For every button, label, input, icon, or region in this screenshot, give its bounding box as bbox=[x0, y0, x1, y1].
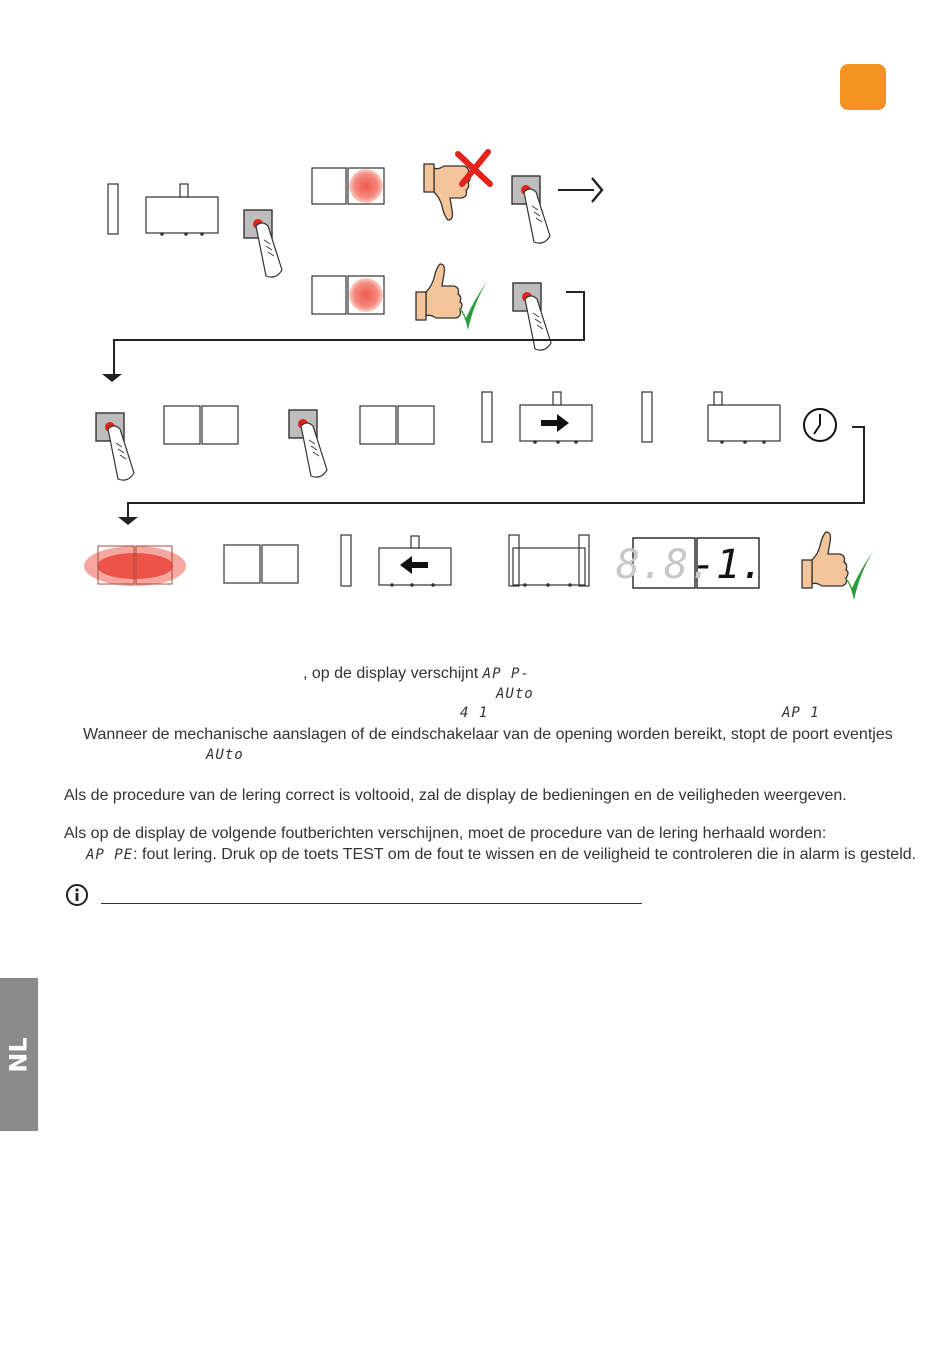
text-line-1: , op de display verschijnt AP P- bbox=[303, 665, 530, 682]
learning-procedure-diagram bbox=[0, 0, 950, 640]
code-auto-2: AUto bbox=[206, 747, 244, 763]
display-right-digits: -1. bbox=[691, 542, 765, 588]
info-divider bbox=[101, 903, 642, 904]
code-auto-1: AUto bbox=[496, 686, 534, 702]
code-ap1: AP 1 bbox=[782, 705, 820, 721]
paragraph-errors: Als op de display de volgende foutberichten verschijnen, moet de procedure van de lering herhaald worden: bbox=[64, 825, 827, 842]
error-code: AP PE bbox=[86, 847, 134, 863]
seven-segment-display bbox=[616, 538, 764, 588]
language-tab: NL bbox=[0, 978, 38, 1131]
text-line-4: Wanneer de mechanische aanslagen of de eindschakelaar van de opening worden bereikt, stopt de poort eventjes bbox=[83, 726, 893, 743]
display-left-digits: 8.8. bbox=[615, 542, 713, 588]
code-41: 4 1 bbox=[460, 705, 489, 721]
paragraph-success: Als de procedure van de lering correct is voltooid, zal de display de bedieningen en de veiligheden weergeven. bbox=[64, 787, 847, 804]
info-icon bbox=[65, 883, 89, 907]
error-line: AP PE: fout lering. Druk op de toets TEST om de fout te wissen en de veiligheid te controleren die in alarm is gesteld. bbox=[86, 846, 917, 863]
